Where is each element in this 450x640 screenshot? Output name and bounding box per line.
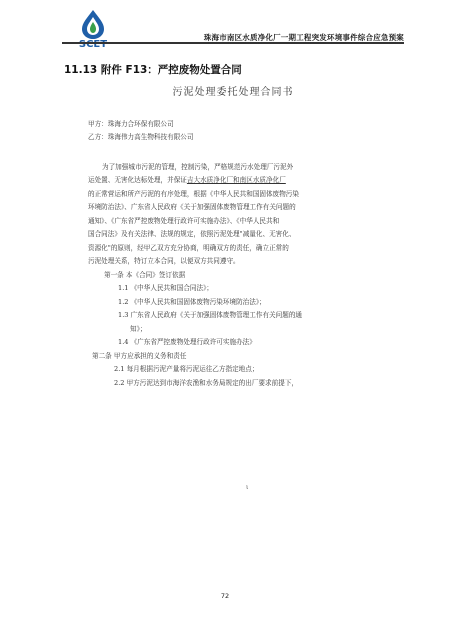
- contract-title: 污泥处理委托处理合同书: [172, 87, 294, 98]
- article-2-item: 2.2 甲方污泥达到市海洋农渔和水务局规定的出厂要求前提下，: [114, 378, 299, 387]
- header-divider: [62, 42, 404, 44]
- document-header-title: 珠海市南区水质净化厂一期工程突发环境事件综合应急预案: [203, 33, 404, 42]
- article-1-title: 第一条 本《合同》签订依据: [104, 270, 186, 279]
- intro-line-text: 运处置、无害化达标处理，并保证: [88, 176, 187, 184]
- party-b: 乙方：珠海伟力高生物科技有限公司: [88, 133, 194, 141]
- stray-scan-mark: ι: [246, 484, 249, 491]
- party-a: 甲方：珠海力合环保有限公司: [88, 119, 174, 128]
- article-2-item: 2.1 每月根据污泥产量将污泥运往乙方指定地点；: [114, 365, 259, 373]
- article-1-item: 1.2 《中华人民共和国固体废物污染环境防治法》；: [118, 297, 266, 306]
- contract-intro: [88, 161, 378, 269]
- intro-line: 国合同法》及有关法律、法规的规定，依照污泥处理"减量化、无害化、: [88, 230, 296, 238]
- intro-line: 为了加强城市污泥的管理，控制污染，严格规范污水处理厂污泥外: [102, 162, 294, 171]
- section-title: 11.13 附件 F13：严控废物处置合同: [64, 64, 242, 76]
- intro-line: 资源化"的原则，经甲乙双方充分协商，明确双方的责任，确立正常的: [88, 243, 289, 252]
- article-1-item: 1.3 广东省人民政府《关于加强固体废物管理工作有关问题的通: [118, 311, 303, 319]
- article-1-item-continued: 知》；: [130, 324, 147, 333]
- intro-line: 的正常营运和所产污泥的有序处理，根据《中华人民共和国固体废物污染: [88, 189, 299, 198]
- intro-line: 通知》、《广东省严控废物处理行政许可实施办法》、《中华人民共和: [88, 216, 280, 225]
- article-2-title: 第二条 甲方应承担的义务和责任: [92, 351, 187, 360]
- article-1-item: 1.4 《广东省严控废物处理行政许可实施办法》: [118, 338, 256, 346]
- page-number: 72: [220, 592, 230, 600]
- scanned-contract-page: [88, 86, 378, 390]
- intro-line: 污泥处理关系，特订立本合同，以便双方共同遵守。: [88, 257, 240, 265]
- intro-line: 环境防治法》、广东省人民政府《关于加强固体废物管理工作有关问题的: [88, 203, 296, 211]
- intro-underlined-text: 吉大水质净化厂和南区水质净化厂: [186, 176, 286, 184]
- spacer: [88, 145, 378, 161]
- logo-text: SCET: [78, 39, 108, 48]
- intro-line: [88, 174, 378, 188]
- logo-drop-icon: [82, 10, 104, 39]
- article-1-item: 1.1 《中华人民共和国合同法》；: [118, 284, 214, 292]
